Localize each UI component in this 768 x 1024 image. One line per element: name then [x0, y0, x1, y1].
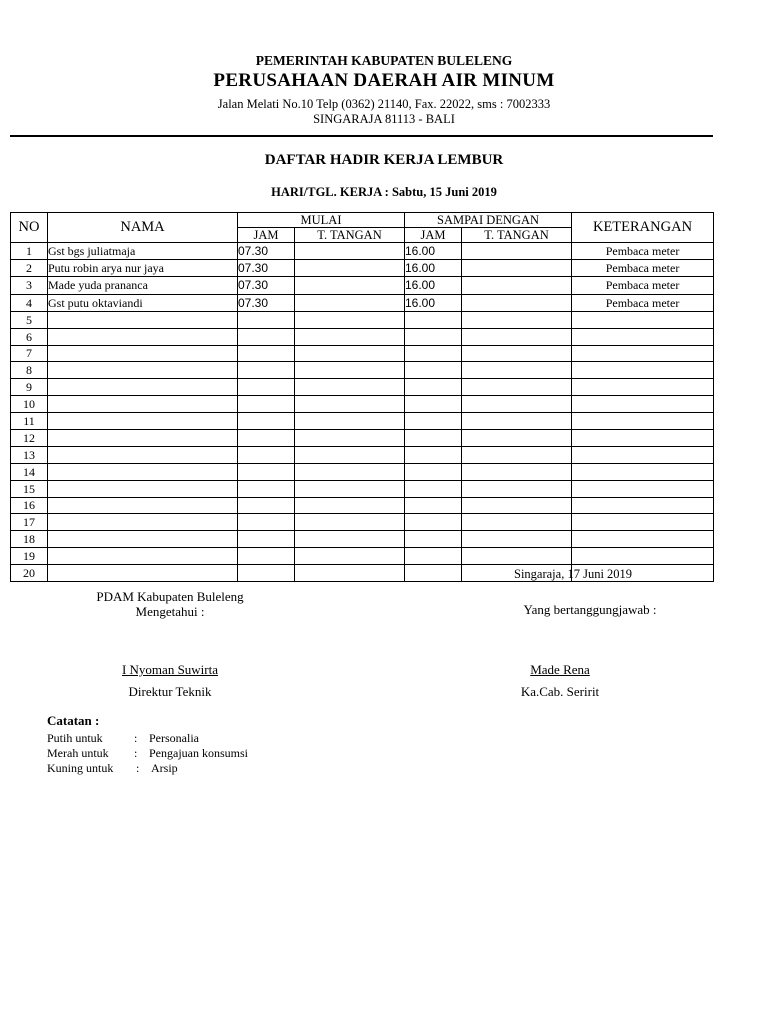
row-mulai-ttangan — [295, 379, 405, 396]
row-sampai-jam — [405, 396, 462, 413]
row-no: 7 — [11, 345, 48, 362]
mulai-jam-header: JAM — [238, 228, 295, 243]
row-no: 10 — [11, 396, 48, 413]
row-sampai-ttangan — [462, 379, 572, 396]
row-mulai-ttangan — [295, 463, 405, 480]
row-no: 17 — [11, 514, 48, 531]
row-nama — [48, 345, 238, 362]
table-row — [11, 480, 714, 497]
row-sampai-jam — [405, 548, 462, 565]
row-mulai-jam — [238, 413, 295, 430]
row-sampai-jam — [405, 429, 462, 446]
row-sampai-ttangan — [462, 531, 572, 548]
row-mulai-ttangan — [295, 294, 405, 311]
table-row — [11, 413, 714, 430]
row-mulai-jam: 07.30 — [238, 243, 295, 260]
row-mulai-jam — [238, 497, 295, 514]
work-date: HARI/TGL. KERJA : Sabtu, 15 Juni 2019 — [271, 185, 497, 199]
row-no: 5 — [11, 311, 48, 328]
table-row — [11, 311, 714, 328]
row-nama — [48, 497, 238, 514]
row-mulai-ttangan — [295, 429, 405, 446]
row-nama — [48, 531, 238, 548]
row-keterangan — [572, 311, 714, 328]
row-sampai-ttangan — [462, 277, 572, 294]
row-no: 1 — [11, 243, 48, 260]
header-company: PERUSAHAAN DAERAH AIR MINUM — [213, 70, 555, 91]
note-label: Kuning untuk — [47, 761, 114, 775]
row-keterangan — [572, 396, 714, 413]
note-label: Putih untuk — [47, 731, 103, 745]
row-keterangan — [572, 362, 714, 379]
table-row — [11, 277, 714, 294]
row-mulai-jam: 07.30 — [238, 277, 295, 294]
table-row — [11, 379, 714, 396]
row-nama — [48, 463, 238, 480]
row-no: 9 — [11, 379, 48, 396]
row-nama: Made yuda prananca — [48, 277, 238, 294]
row-mulai-ttangan — [295, 497, 405, 514]
header-city: SINGARAJA 81113 - BALI — [313, 112, 455, 126]
table-row — [11, 260, 714, 277]
row-keterangan — [572, 379, 714, 396]
row-nama — [48, 548, 238, 565]
left-org: PDAM Kabupaten Buleleng — [96, 589, 244, 604]
row-keterangan — [572, 413, 714, 430]
row-keterangan: Pembaca meter — [572, 277, 714, 294]
header-divider — [10, 135, 713, 137]
row-sampai-ttangan — [462, 548, 572, 565]
row-sampai-ttangan — [462, 480, 572, 497]
note-separator: : — [136, 761, 140, 775]
note-label: Merah untuk — [47, 746, 109, 760]
row-sampai-jam: 16.00 — [405, 277, 462, 294]
row-mulai-jam — [238, 463, 295, 480]
row-keterangan — [572, 548, 714, 565]
table-row — [11, 294, 714, 311]
row-nama — [48, 429, 238, 446]
row-no: 19 — [11, 548, 48, 565]
row-keterangan — [572, 345, 714, 362]
signature-date: Singaraja, 17 Juni 2019 — [514, 567, 633, 581]
row-sampai-ttangan — [462, 294, 572, 311]
row-sampai-jam — [405, 463, 462, 480]
sampai-jam-header: JAM — [405, 228, 462, 243]
row-keterangan — [572, 497, 714, 514]
row-sampai-ttangan — [462, 362, 572, 379]
row-mulai-ttangan — [295, 260, 405, 277]
document-title: DAFTAR HADIR KERJA LEMBUR — [264, 152, 504, 168]
row-mulai-ttangan — [295, 345, 405, 362]
row-no: 3 — [11, 277, 48, 294]
row-sampai-ttangan — [462, 328, 572, 345]
row-sampai-jam — [405, 413, 462, 430]
row-nama — [48, 396, 238, 413]
row-sampai-ttangan — [462, 396, 572, 413]
row-sampai-jam: 16.00 — [405, 243, 462, 260]
note-value: Arsip — [151, 761, 178, 775]
table-row — [11, 446, 714, 463]
row-mulai-ttangan — [295, 243, 405, 260]
row-mulai-jam — [238, 396, 295, 413]
note-value: Pengajuan konsumsi — [149, 746, 248, 760]
row-no: 8 — [11, 362, 48, 379]
row-keterangan: Pembaca meter — [572, 243, 714, 260]
row-nama — [48, 311, 238, 328]
row-sampai-jam: 16.00 — [405, 260, 462, 277]
row-no: 6 — [11, 328, 48, 345]
row-sampai-ttangan — [462, 243, 572, 260]
attendance-table — [10, 212, 714, 582]
row-mulai-ttangan — [295, 277, 405, 294]
row-mulai-ttangan — [295, 531, 405, 548]
row-mulai-ttangan — [295, 480, 405, 497]
right-label: Yang bertanggungjawab : — [523, 602, 657, 617]
row-mulai-ttangan — [295, 413, 405, 430]
table-row — [11, 396, 714, 413]
row-no: 20 — [11, 565, 48, 582]
row-keterangan: Pembaca meter — [572, 294, 714, 311]
row-mulai-jam — [238, 345, 295, 362]
row-no: 15 — [11, 480, 48, 497]
row-sampai-jam — [405, 565, 462, 582]
row-mulai-jam: 07.30 — [238, 294, 295, 311]
row-mulai-jam — [238, 379, 295, 396]
mulai-ttangan-header: T. TANGAN — [295, 228, 405, 243]
row-no: 12 — [11, 429, 48, 446]
col-mulai-header: MULAI — [238, 213, 405, 228]
row-sampai-jam — [405, 328, 462, 345]
row-keterangan — [572, 328, 714, 345]
row-no: 11 — [11, 413, 48, 430]
row-mulai-jam — [238, 531, 295, 548]
row-mulai-jam — [238, 328, 295, 345]
left-label: Mengetahui : — [135, 604, 205, 619]
table-row — [11, 514, 714, 531]
col-sampai-header: SAMPAI DENGAN — [405, 213, 572, 228]
row-nama — [48, 328, 238, 345]
right-signer-name: Made Rena — [530, 662, 590, 677]
row-keterangan — [572, 480, 714, 497]
table-row — [11, 463, 714, 480]
row-keterangan — [572, 446, 714, 463]
row-sampai-ttangan — [462, 345, 572, 362]
header-address: Jalan Melati No.10 Telp (0362) 21140, Fax. 22022, sms : 7002333 — [217, 97, 551, 111]
row-sampai-ttangan — [462, 413, 572, 430]
row-sampai-ttangan — [462, 514, 572, 531]
row-nama: Gst bgs juliatmaja — [48, 243, 238, 260]
row-mulai-jam — [238, 446, 295, 463]
row-nama: Gst putu oktaviandi — [48, 294, 238, 311]
row-keterangan — [572, 514, 714, 531]
left-signer-name: I Nyoman Suwirta — [121, 662, 219, 677]
table-row — [11, 497, 714, 514]
row-nama — [48, 413, 238, 430]
table-row — [11, 429, 714, 446]
row-sampai-ttangan — [462, 463, 572, 480]
row-nama — [48, 480, 238, 497]
row-nama: Putu robin arya nur jaya — [48, 260, 238, 277]
left-signer-role: Direktur Teknik — [128, 684, 212, 699]
col-nama-header: NAMA — [48, 213, 238, 243]
row-mulai-ttangan — [295, 328, 405, 345]
notes-title: Catatan : — [47, 713, 100, 728]
row-mulai-ttangan — [295, 548, 405, 565]
row-no: 4 — [11, 294, 48, 311]
row-mulai-jam — [238, 362, 295, 379]
row-keterangan — [572, 531, 714, 548]
row-no: 18 — [11, 531, 48, 548]
row-sampai-jam — [405, 514, 462, 531]
row-mulai-jam — [238, 548, 295, 565]
header-government: PEMERINTAH KABUPATEN BULELENG — [255, 53, 513, 68]
row-sampai-jam — [405, 531, 462, 548]
note-value: Personalia — [149, 731, 199, 745]
table-row — [11, 345, 714, 362]
row-mulai-jam — [238, 480, 295, 497]
row-nama — [48, 446, 238, 463]
table-row — [11, 531, 714, 548]
row-sampai-jam — [405, 480, 462, 497]
row-no: 2 — [11, 260, 48, 277]
row-sampai-ttangan — [462, 260, 572, 277]
row-keterangan — [572, 463, 714, 480]
row-mulai-ttangan — [295, 362, 405, 379]
row-nama — [48, 565, 238, 582]
col-no-header: NO — [11, 213, 48, 243]
row-mulai-ttangan — [295, 565, 405, 582]
row-sampai-jam: 16.00 — [405, 294, 462, 311]
row-keterangan — [572, 429, 714, 446]
row-sampai-jam — [405, 497, 462, 514]
row-sampai-ttangan — [462, 497, 572, 514]
row-sampai-ttangan — [462, 429, 572, 446]
row-sampai-ttangan — [462, 311, 572, 328]
col-keterangan-header: KETERANGAN — [572, 213, 714, 243]
row-sampai-jam — [405, 379, 462, 396]
right-signer-role: Ka.Cab. Seririt — [520, 684, 600, 699]
row-mulai-ttangan — [295, 311, 405, 328]
row-sampai-jam — [405, 311, 462, 328]
table-row — [11, 362, 714, 379]
row-nama — [48, 362, 238, 379]
row-mulai-jam — [238, 514, 295, 531]
table-row — [11, 548, 714, 565]
row-mulai-jam — [238, 311, 295, 328]
sampai-ttangan-header: T. TANGAN — [462, 228, 572, 243]
row-no: 16 — [11, 497, 48, 514]
row-sampai-jam — [405, 362, 462, 379]
row-mulai-jam — [238, 429, 295, 446]
note-separator: : — [134, 731, 138, 745]
row-nama — [48, 514, 238, 531]
note-separator: : — [134, 746, 138, 760]
row-mulai-ttangan — [295, 514, 405, 531]
row-sampai-jam — [405, 345, 462, 362]
row-mulai-ttangan — [295, 446, 405, 463]
row-no: 14 — [11, 463, 48, 480]
row-sampai-ttangan — [462, 446, 572, 463]
table-row — [11, 243, 714, 260]
row-keterangan: Pembaca meter — [572, 260, 714, 277]
table-row — [11, 328, 714, 345]
row-nama — [48, 379, 238, 396]
row-mulai-jam — [238, 565, 295, 582]
row-sampai-jam — [405, 446, 462, 463]
row-mulai-jam: 07.30 — [238, 260, 295, 277]
row-no: 13 — [11, 446, 48, 463]
row-mulai-ttangan — [295, 396, 405, 413]
